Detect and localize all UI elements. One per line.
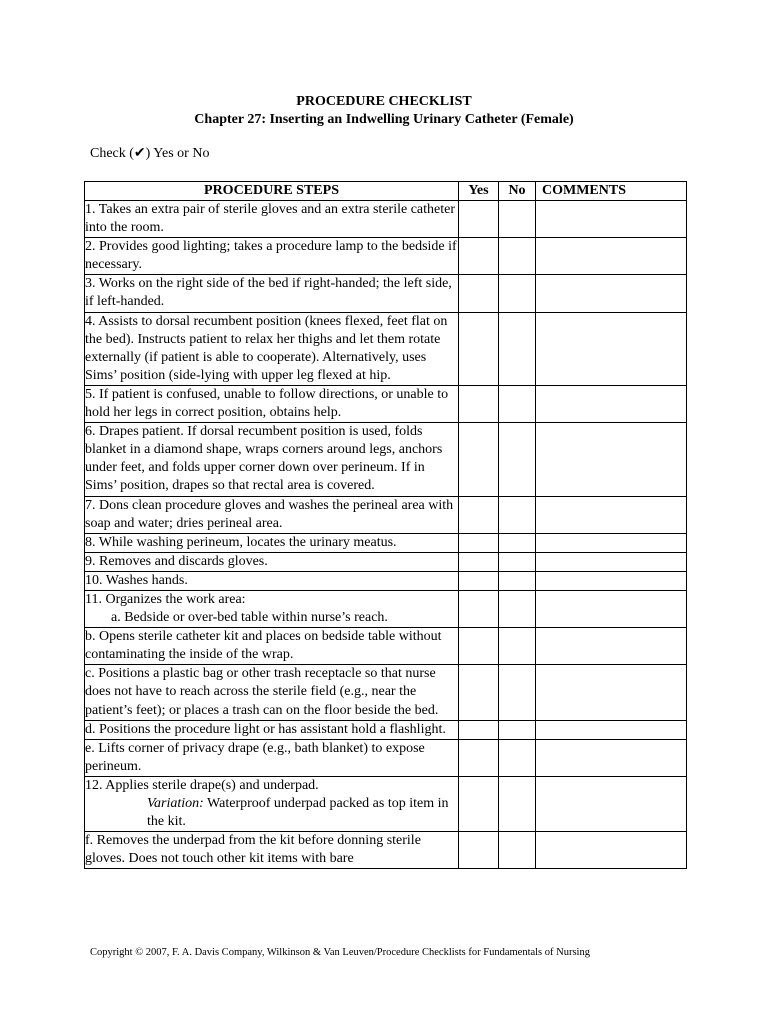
step-text: 4. Assists to dorsal recumbent position (knees flexed, feet flat on the bed). Instructs patient to relax her thighs and let them rotate externally (if patient is able to cooperate). Alternatively, uses Sims’ position (side-lying with upper leg flexed at hip.	[85, 312, 459, 385]
no-checkbox-cell[interactable]	[499, 720, 536, 739]
comments-cell[interactable]	[536, 275, 687, 312]
table-row	[85, 776, 687, 831]
no-checkbox-cell[interactable]	[499, 385, 536, 422]
substep-text: b. Opens sterile catheter kit and places on bedside table without contaminating the inside of the wrap.	[85, 628, 459, 665]
step-heading: 11. Organizes the work area:	[85, 591, 246, 607]
table-row	[85, 385, 687, 422]
comments-cell[interactable]	[536, 201, 687, 238]
page-title: PROCEDURE CHECKLIST	[296, 94, 472, 109]
table-row	[85, 571, 687, 590]
no-checkbox-cell[interactable]	[499, 533, 536, 552]
yes-checkbox-cell[interactable]	[459, 533, 499, 552]
comments-cell[interactable]	[536, 496, 687, 533]
table-row	[85, 496, 687, 533]
comments-cell[interactable]	[536, 423, 687, 496]
table-row	[85, 628, 687, 665]
no-checkbox-cell[interactable]	[499, 552, 536, 571]
table-row	[85, 533, 687, 552]
column-header-yes: Yes	[459, 182, 499, 201]
procedure-checklist-table	[84, 181, 687, 869]
column-header-no: No	[499, 182, 536, 201]
comments-cell[interactable]	[536, 739, 687, 776]
step-text: 2. Provides good lighting; takes a procedure lamp to the bedside if necessary.	[85, 238, 459, 275]
yes-checkbox-cell[interactable]	[459, 776, 499, 831]
variation-label: Variation:	[147, 796, 204, 811]
variation-note	[85, 795, 458, 831]
step-text	[85, 776, 459, 831]
comments-cell[interactable]	[536, 552, 687, 571]
step-text	[85, 590, 459, 627]
no-checkbox-cell[interactable]	[499, 571, 536, 590]
comments-cell[interactable]	[536, 238, 687, 275]
table-row	[85, 552, 687, 571]
comments-cell[interactable]	[536, 385, 687, 422]
yes-checkbox-cell[interactable]	[459, 385, 499, 422]
variation-text: Waterproof underpad packed as top item in the kit.	[147, 796, 449, 830]
comments-cell[interactable]	[536, 571, 687, 590]
table-row	[85, 720, 687, 739]
step-heading: 12. Applies sterile drape(s) and underpad.	[85, 777, 319, 793]
step-text: 5. If patient is confused, unable to follow directions, or unable to hold her legs in correct position, obtains help.	[85, 385, 459, 422]
table-header-row	[85, 182, 687, 201]
yes-checkbox-cell[interactable]	[459, 275, 499, 312]
yes-checkbox-cell[interactable]	[459, 312, 499, 385]
substep-text: e. Lifts corner of privacy drape (e.g., bath blanket) to expose perineum.	[85, 739, 459, 776]
no-checkbox-cell[interactable]	[499, 665, 536, 720]
no-checkbox-cell[interactable]	[499, 628, 536, 665]
comments-cell[interactable]	[536, 628, 687, 665]
comments-cell[interactable]	[536, 720, 687, 739]
yes-checkbox-cell[interactable]	[459, 590, 499, 627]
table-row	[85, 275, 687, 312]
table-row	[85, 201, 687, 238]
comments-cell[interactable]	[536, 776, 687, 831]
table-row	[85, 832, 687, 869]
comments-cell[interactable]	[536, 533, 687, 552]
column-header-steps: PROCEDURE STEPS	[85, 182, 459, 201]
step-text: 3. Works on the right side of the bed if right-handed; the left side, if left-handed.	[85, 275, 459, 312]
no-checkbox-cell[interactable]	[499, 312, 536, 385]
comments-cell[interactable]	[536, 832, 687, 869]
check-instruction: Check (✔) Yes or No	[90, 146, 210, 161]
substep-text: a. Bedside or over-bed table within nurse’s reach.	[111, 610, 388, 626]
substep-text: d. Positions the procedure light or has assistant hold a flashlight.	[85, 720, 459, 739]
table-row	[85, 739, 687, 776]
yes-checkbox-cell[interactable]	[459, 238, 499, 275]
copyright-footer: Copyright © 2007, F. A. Davis Company, Wilkinson & Van Leuven/Procedure Checklists for Fundamentals of Nursing	[90, 947, 590, 958]
yes-checkbox-cell[interactable]	[459, 571, 499, 590]
step-text: 7. Dons clean procedure gloves and washes the perineal area with soap and water; dries perineal area.	[85, 496, 459, 533]
step-text: 10. Washes hands.	[85, 571, 459, 590]
yes-checkbox-cell[interactable]	[459, 496, 499, 533]
no-checkbox-cell[interactable]	[499, 238, 536, 275]
yes-checkbox-cell[interactable]	[459, 832, 499, 869]
chapter-subtitle: Chapter 27: Inserting an Indwelling Urinary Catheter (Female)	[194, 112, 574, 127]
yes-checkbox-cell[interactable]	[459, 720, 499, 739]
step-text: 8. While washing perineum, locates the urinary meatus.	[85, 533, 459, 552]
column-header-comments: COMMENTS	[536, 182, 687, 201]
table-row	[85, 238, 687, 275]
yes-checkbox-cell[interactable]	[459, 552, 499, 571]
comments-cell[interactable]	[536, 312, 687, 385]
table-row	[85, 312, 687, 385]
yes-checkbox-cell[interactable]	[459, 628, 499, 665]
no-checkbox-cell[interactable]	[499, 201, 536, 238]
no-checkbox-cell[interactable]	[499, 275, 536, 312]
yes-checkbox-cell[interactable]	[459, 665, 499, 720]
no-checkbox-cell[interactable]	[499, 832, 536, 869]
no-checkbox-cell[interactable]	[499, 776, 536, 831]
substep-text: f. Removes the underpad from the kit before donning sterile gloves. Does not touch other kit items with bare	[85, 832, 459, 869]
step-text: 9. Removes and discards gloves.	[85, 552, 459, 571]
no-checkbox-cell[interactable]	[499, 739, 536, 776]
table-row	[85, 590, 687, 627]
no-checkbox-cell[interactable]	[499, 590, 536, 627]
table-row	[85, 665, 687, 720]
substep-text: c. Positions a plastic bag or other trash receptacle so that nurse does not have to reach across the sterile field (e.g., near the patient’s feet); or places a trash can on the floor beside the bed.	[85, 665, 459, 720]
no-checkbox-cell[interactable]	[499, 496, 536, 533]
step-text: 6. Drapes patient. If dorsal recumbent position is used, folds blanket in a diamond shape, wraps corners around legs, anchors under feet, and folds upper corner down over perineum. If in Sims’ position, drapes so that rectal area is covered.	[85, 423, 459, 496]
step-text: 1. Takes an extra pair of sterile gloves and an extra sterile catheter into the room.	[85, 201, 459, 238]
yes-checkbox-cell[interactable]	[459, 201, 499, 238]
yes-checkbox-cell[interactable]	[459, 423, 499, 496]
table-row	[85, 423, 687, 496]
no-checkbox-cell[interactable]	[499, 423, 536, 496]
comments-cell[interactable]	[536, 665, 687, 720]
comments-cell[interactable]	[536, 590, 687, 627]
yes-checkbox-cell[interactable]	[459, 739, 499, 776]
